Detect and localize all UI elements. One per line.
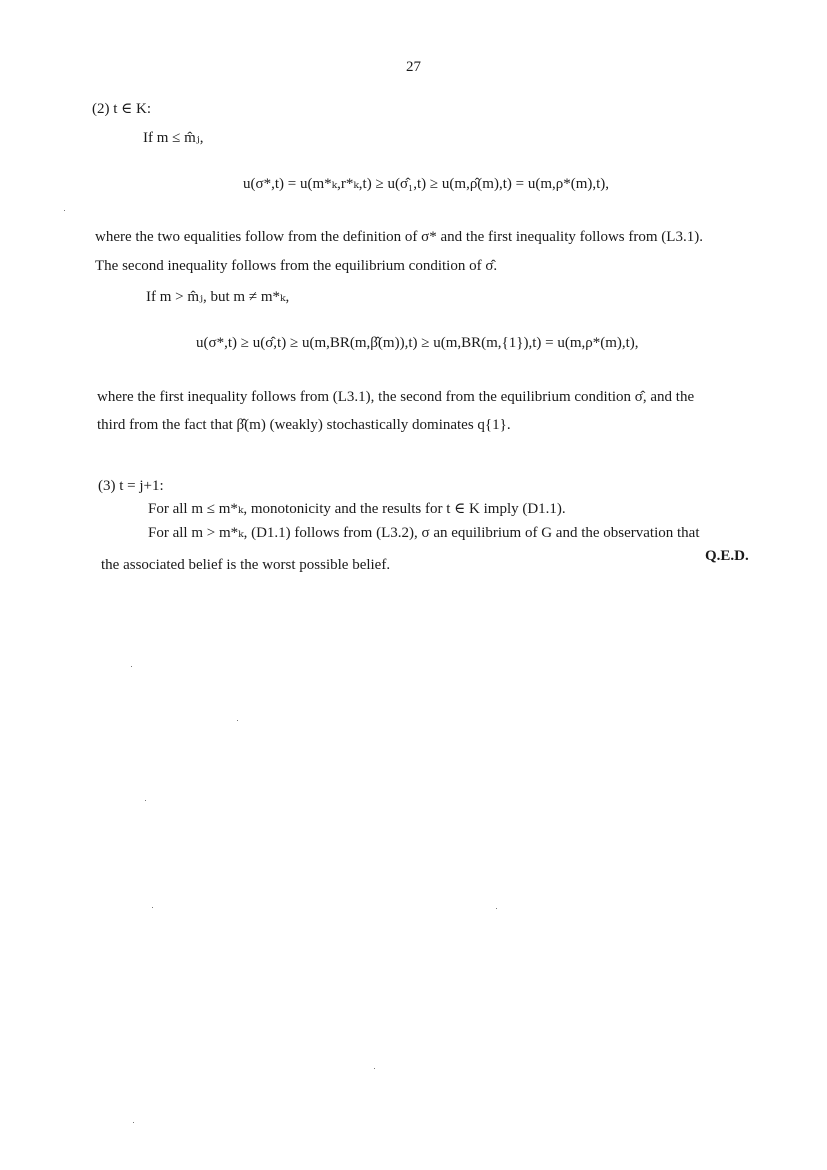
scan-speck [374, 1068, 375, 1069]
scan-speck [131, 666, 132, 667]
case-3-heading: (3) t = j+1: [98, 478, 164, 494]
case-2-heading: (2) t ∈ K: [92, 101, 152, 117]
scan-speck [64, 210, 65, 211]
paragraph-line: where the first inequality follows from (L3.1), the second from the equilibrium condition σ̂, and the [97, 389, 695, 405]
scan-speck [152, 907, 153, 908]
case-2-condition-1: If m ≤ m̂ⱼ, [143, 130, 204, 146]
page-number: 27 [406, 59, 421, 75]
equation-1: u(σ*,t) = u(m*ₖ,r*ₖ,t) ≥ u(σ̂₁,t) ≥ u(m,ρ̂(m),t) = u(m,ρ*(m),t), [243, 176, 610, 192]
paragraph-line: where the two equalities follow from the definition of σ* and the first inequality follows from (L3.1). [95, 229, 703, 245]
case-3-line-2: For all m > m*ₖ, (D1.1) follows from (L3.2), σ an equilibrium of G and the observation that [148, 525, 700, 541]
case-2-condition-2: If m > m̂ⱼ, but m ≠ m*ₖ, [146, 289, 290, 305]
scan-speck [145, 800, 146, 801]
paragraph-line: third from the fact that β̂(m) (weakly) stochastically dominates q{1}. [97, 417, 511, 433]
qed-mark: Q.E.D. [705, 548, 749, 564]
scan-speck [133, 1122, 134, 1123]
scan-speck [496, 908, 497, 909]
equation-2: u(σ*,t) ≥ u(σ̂,t) ≥ u(m,BR(m,β̂(m)),t) ≥ u(m,BR(m,{1}),t) = u(m,ρ*(m),t), [196, 335, 639, 351]
paragraph-line: The second inequality follows from the equilibrium condition of σ̂. [95, 258, 498, 274]
case-3-line-3: the associated belief is the worst possible belief. [101, 557, 391, 573]
case-3-line-1: For all m ≤ m*ₖ, monotonicity and the results for t ∈ K imply (D1.1). [148, 501, 566, 517]
scan-speck [237, 720, 238, 721]
